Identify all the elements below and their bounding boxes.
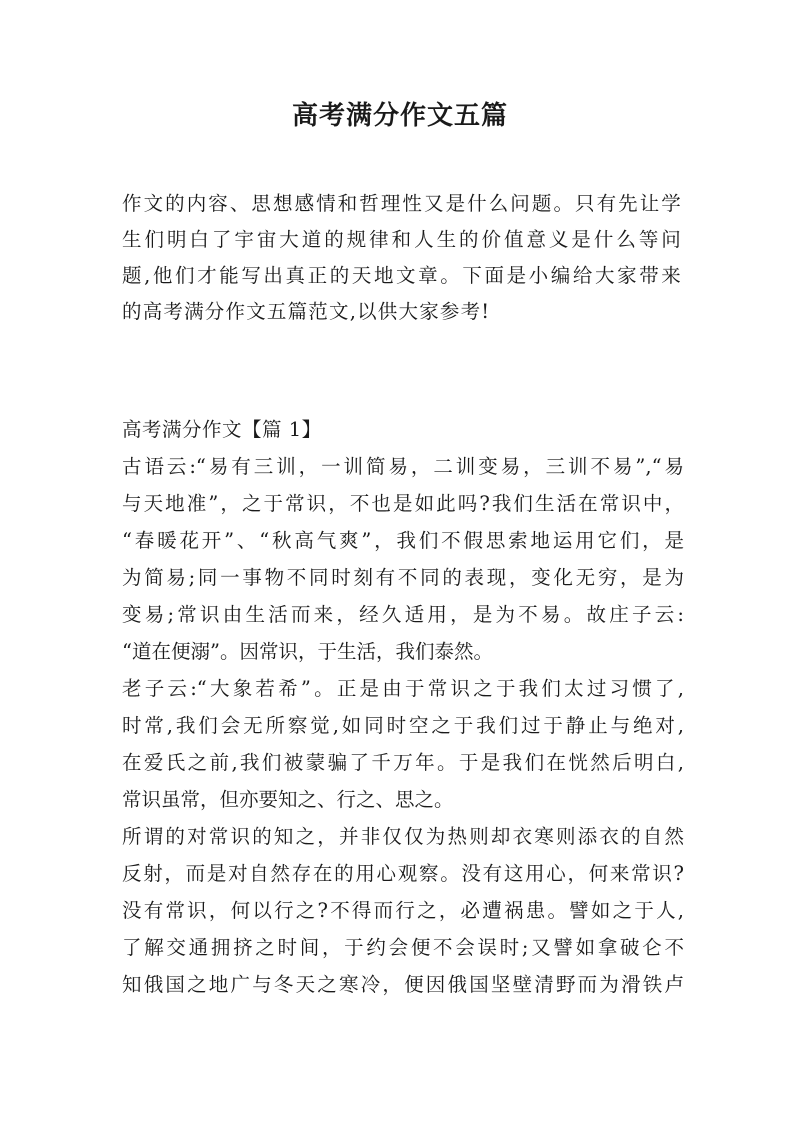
body-paragraph-2 — [122, 670, 684, 818]
body-line: 时常,我们会无所察觉,如同时空之于我们过于静止与绝对, — [122, 714, 684, 737]
body-line: 知俄国之地广与冬天之寒冷，便因俄国坚壁清野而为滑铁卢 — [122, 973, 684, 996]
body-line: “春暖花开”、“秋高气爽”，我们不假思索地运用它们，是 — [122, 529, 684, 552]
body-line: 变易;常识由生活而来，经久适用，是为不易。故庄子云: — [122, 603, 684, 626]
body-line: 所谓的对常识的知之，并非仅仅为热则却衣寒则添衣的自然 — [122, 825, 684, 848]
body-paragraph-1 — [122, 448, 684, 670]
body-line: 与天地准”，之于常识，不也是如此吗?我们生活在常识中， — [122, 492, 684, 515]
body-line: 古语云:“易有三训，一训简易，二训变易，三训不易”,“易 — [122, 455, 684, 478]
document-title: 高考满分作文五篇 — [291, 101, 508, 131]
body-line: “道在便溺”。因常识，于生活，我们泰然。 — [122, 640, 493, 663]
intro-line: 题,他们才能写出真正的天地文章。下面是小编给大家带来 — [122, 264, 682, 287]
section-heading: 高考满分作文【篇 1】 — [122, 418, 322, 441]
essay-section-1 — [122, 411, 684, 1003]
body-paragraph-3 — [122, 818, 684, 1003]
body-line: 为简易;同一事物不同时刻有不同的表现，变化无穷，是为 — [122, 566, 684, 589]
intro-line: 的高考满分作文五篇范文,以供大家参考! — [122, 300, 491, 323]
intro-line: 生们明白了宇宙大道的规律和人生的价值意义是什么等问 — [122, 228, 682, 251]
body-line: 反射，而是对自然存在的用心观察。没有这用心，何来常识? — [122, 862, 684, 885]
body-line: 没有常识，何以行之?不得而行之，必遭祸患。譬如之于人, — [122, 899, 684, 922]
body-line: 常识虽常，但亦要知之、行之、思之。 — [122, 788, 454, 811]
intro-line: 作文的内容、思想感情和哲理性又是什么问题。只有先让学 — [122, 192, 682, 215]
intro-paragraph — [122, 186, 682, 330]
body-line: 老子云:“大象若希”。正是由于常识之于我们太过习惯了, — [122, 677, 684, 700]
body-line: 了解交通拥挤之时间，于约会便不会误时;又譬如拿破仑不 — [122, 936, 684, 959]
body-line: 在爱氏之前,我们被蒙骗了千万年。于是我们在恍然后明白, — [122, 751, 684, 774]
